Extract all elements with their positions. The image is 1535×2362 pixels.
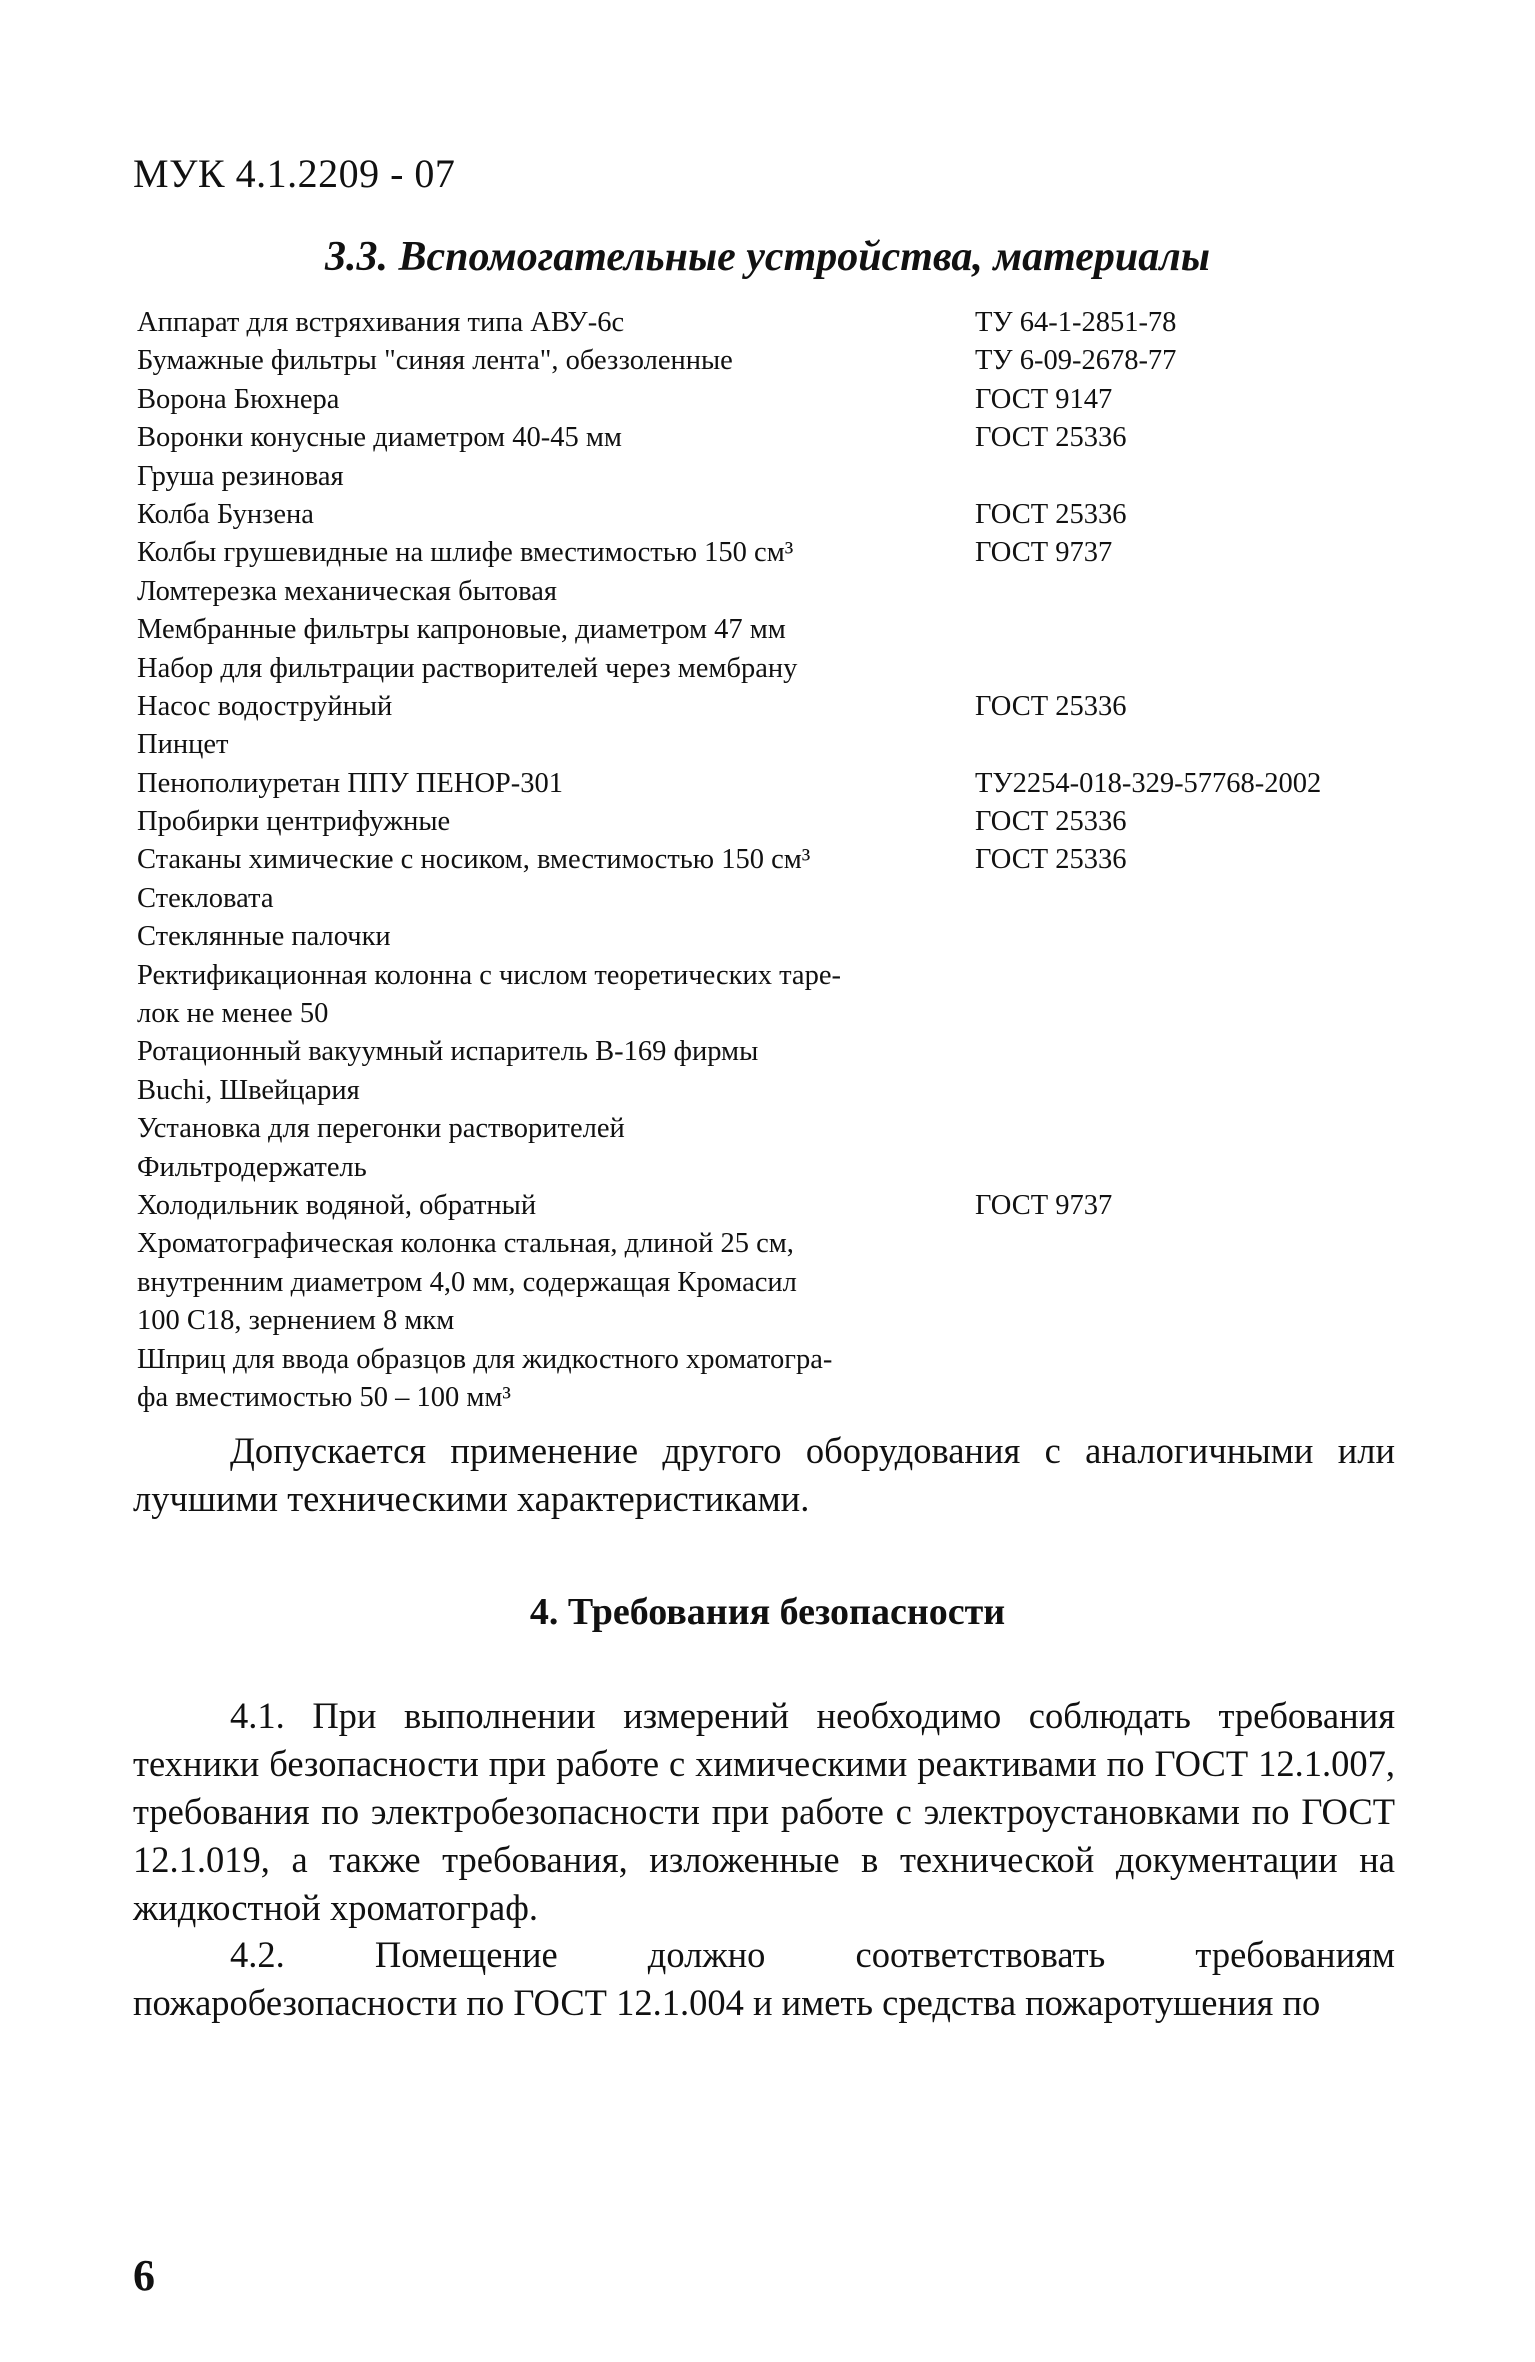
list-item [137,1264,1437,1302]
list-item [137,342,1437,380]
list-item [137,611,1437,649]
paragraph-4-2: 4.2. Помещение должно соответствовать требованиям пожаробезопасности по ГОСТ 12.1.004 и иметь средства пожаротушения по [133,1934,1395,2023]
item-standard: ГОСТ 25336 [975,498,1127,530]
item-name: Набор для фильтрации растворителей через мембрану [137,652,798,684]
list-item [137,1072,1437,1110]
list-item [137,841,1437,879]
list-item [137,304,1437,342]
item-name: Пинцет [137,729,229,761]
list-item [137,918,1437,956]
item-name: Аппарат для встряхивания типа АВУ-6с [137,307,625,338]
item-name: Фильтродержатель [137,1151,367,1183]
item-name: Ломтерезка механическая бытовая [137,575,557,607]
item-standard: ТУ2254-018-329-57768-2002 [975,767,1322,799]
list-item [137,1110,1437,1148]
item-name: лок не менее 50 [137,998,329,1030]
item-standard: ГОСТ 25336 [975,690,1127,722]
list-item [137,419,1437,457]
item-name: Колба Бунзена [137,498,314,530]
list-item [137,688,1437,726]
item-name: фа вместимостью 50 – 100 мм³ [137,1381,511,1413]
item-standard: ГОСТ 9737 [975,1189,1113,1221]
list-item [137,496,1437,534]
item-name: Бумажные фильтры "синяя лента", обеззоленные [137,345,733,377]
item-name: Стаканы химические с носиком, вместимостью 150 см³ [137,844,811,876]
equipment-note: Допускается применение другого оборудования с аналогичными или лучшими техническими характеристиками. [133,1430,1395,1519]
list-item [137,726,1437,764]
item-name: Хроматографическая колонка стальная, длиной 25 см, [137,1228,794,1260]
item-name: Стекловата [137,882,274,914]
item-name: Колбы грушевидные на шлифе вместимостью 150 см³ [137,537,794,569]
list-item [137,1302,1437,1340]
document-code: МУК 4.1.2209 - 07 [133,151,456,196]
paragraph-4-1: 4.1. При выполнении измерений необходимо соблюдать требования техники безопасности при работе с химическими реактивами по ГОСТ 12.1.007, требования по электробезопасности при работе с электроустановками по ГОСТ 12.1.019, а также требования, изложенные в технической документации на жидкостной хроматограф. [133,1695,1395,1928]
list-item [137,650,1437,688]
list-item [137,995,1437,1033]
list-item [137,381,1437,419]
item-name: 100 С18, зернением 8 мкм [137,1305,455,1337]
list-item [137,1225,1437,1263]
item-standard: ГОСТ 9737 [975,537,1113,569]
item-name: Ректификационная колонна с числом теоретических таре- [137,959,841,991]
list-item [137,803,1437,841]
safety-heading: 4. Требования безопасности [529,1591,1006,1633]
item-standard: ТУ 64-1-2851-78 [975,307,1177,338]
list-item [137,1379,1437,1417]
item-name: Шприц для ввода образцов для жидкостного хроматогра- [137,1343,833,1375]
item-name: Насос водоструйный [137,690,393,722]
item-standard: ГОСТ 25336 [975,806,1127,838]
item-standard: ГОСТ 25336 [975,844,1127,876]
item-name: Установка для перегонки растворителей [137,1113,625,1145]
list-item [137,1341,1437,1379]
item-name: Ротационный вакуумный испаритель В-169 фирмы [137,1036,759,1068]
item-standard: ГОСТ 25336 [975,422,1127,454]
list-item [137,1187,1437,1225]
item-name: Мембранные фильтры капроновые, диаметром 47 мм [137,614,786,646]
item-name: Груша резиновая [137,460,344,492]
equipment-list [137,304,1437,1417]
list-item [137,765,1437,803]
item-name: Холодильник водяной, обратный [137,1189,537,1221]
list-item [137,880,1437,918]
list-item [137,1149,1437,1187]
list-item [137,1033,1437,1071]
item-name: Воронки конусные диаметром 40-45 мм [137,422,622,454]
list-item [137,458,1437,496]
item-name: Ворона Бюхнера [137,383,340,415]
item-name: Buchi, Швейцария [137,1074,360,1106]
section-title: 3.3. Вспомогательные устройства, материалы [325,234,1210,280]
item-name: Пенополиуретан ППУ ПЕНОР-301 [137,767,564,799]
item-standard: ТУ 6-09-2678-77 [975,345,1177,377]
item-name: внутренним диаметром 4,0 мм, содержащая Кромасил [137,1266,797,1298]
item-name: Пробирки центрифужные [137,806,451,838]
page-number: 6 [133,2251,155,2300]
list-item [137,573,1437,611]
list-item [137,534,1437,572]
list-item [137,957,1437,995]
item-standard: ГОСТ 9147 [975,383,1113,415]
item-name: Стеклянные палочки [137,921,391,953]
